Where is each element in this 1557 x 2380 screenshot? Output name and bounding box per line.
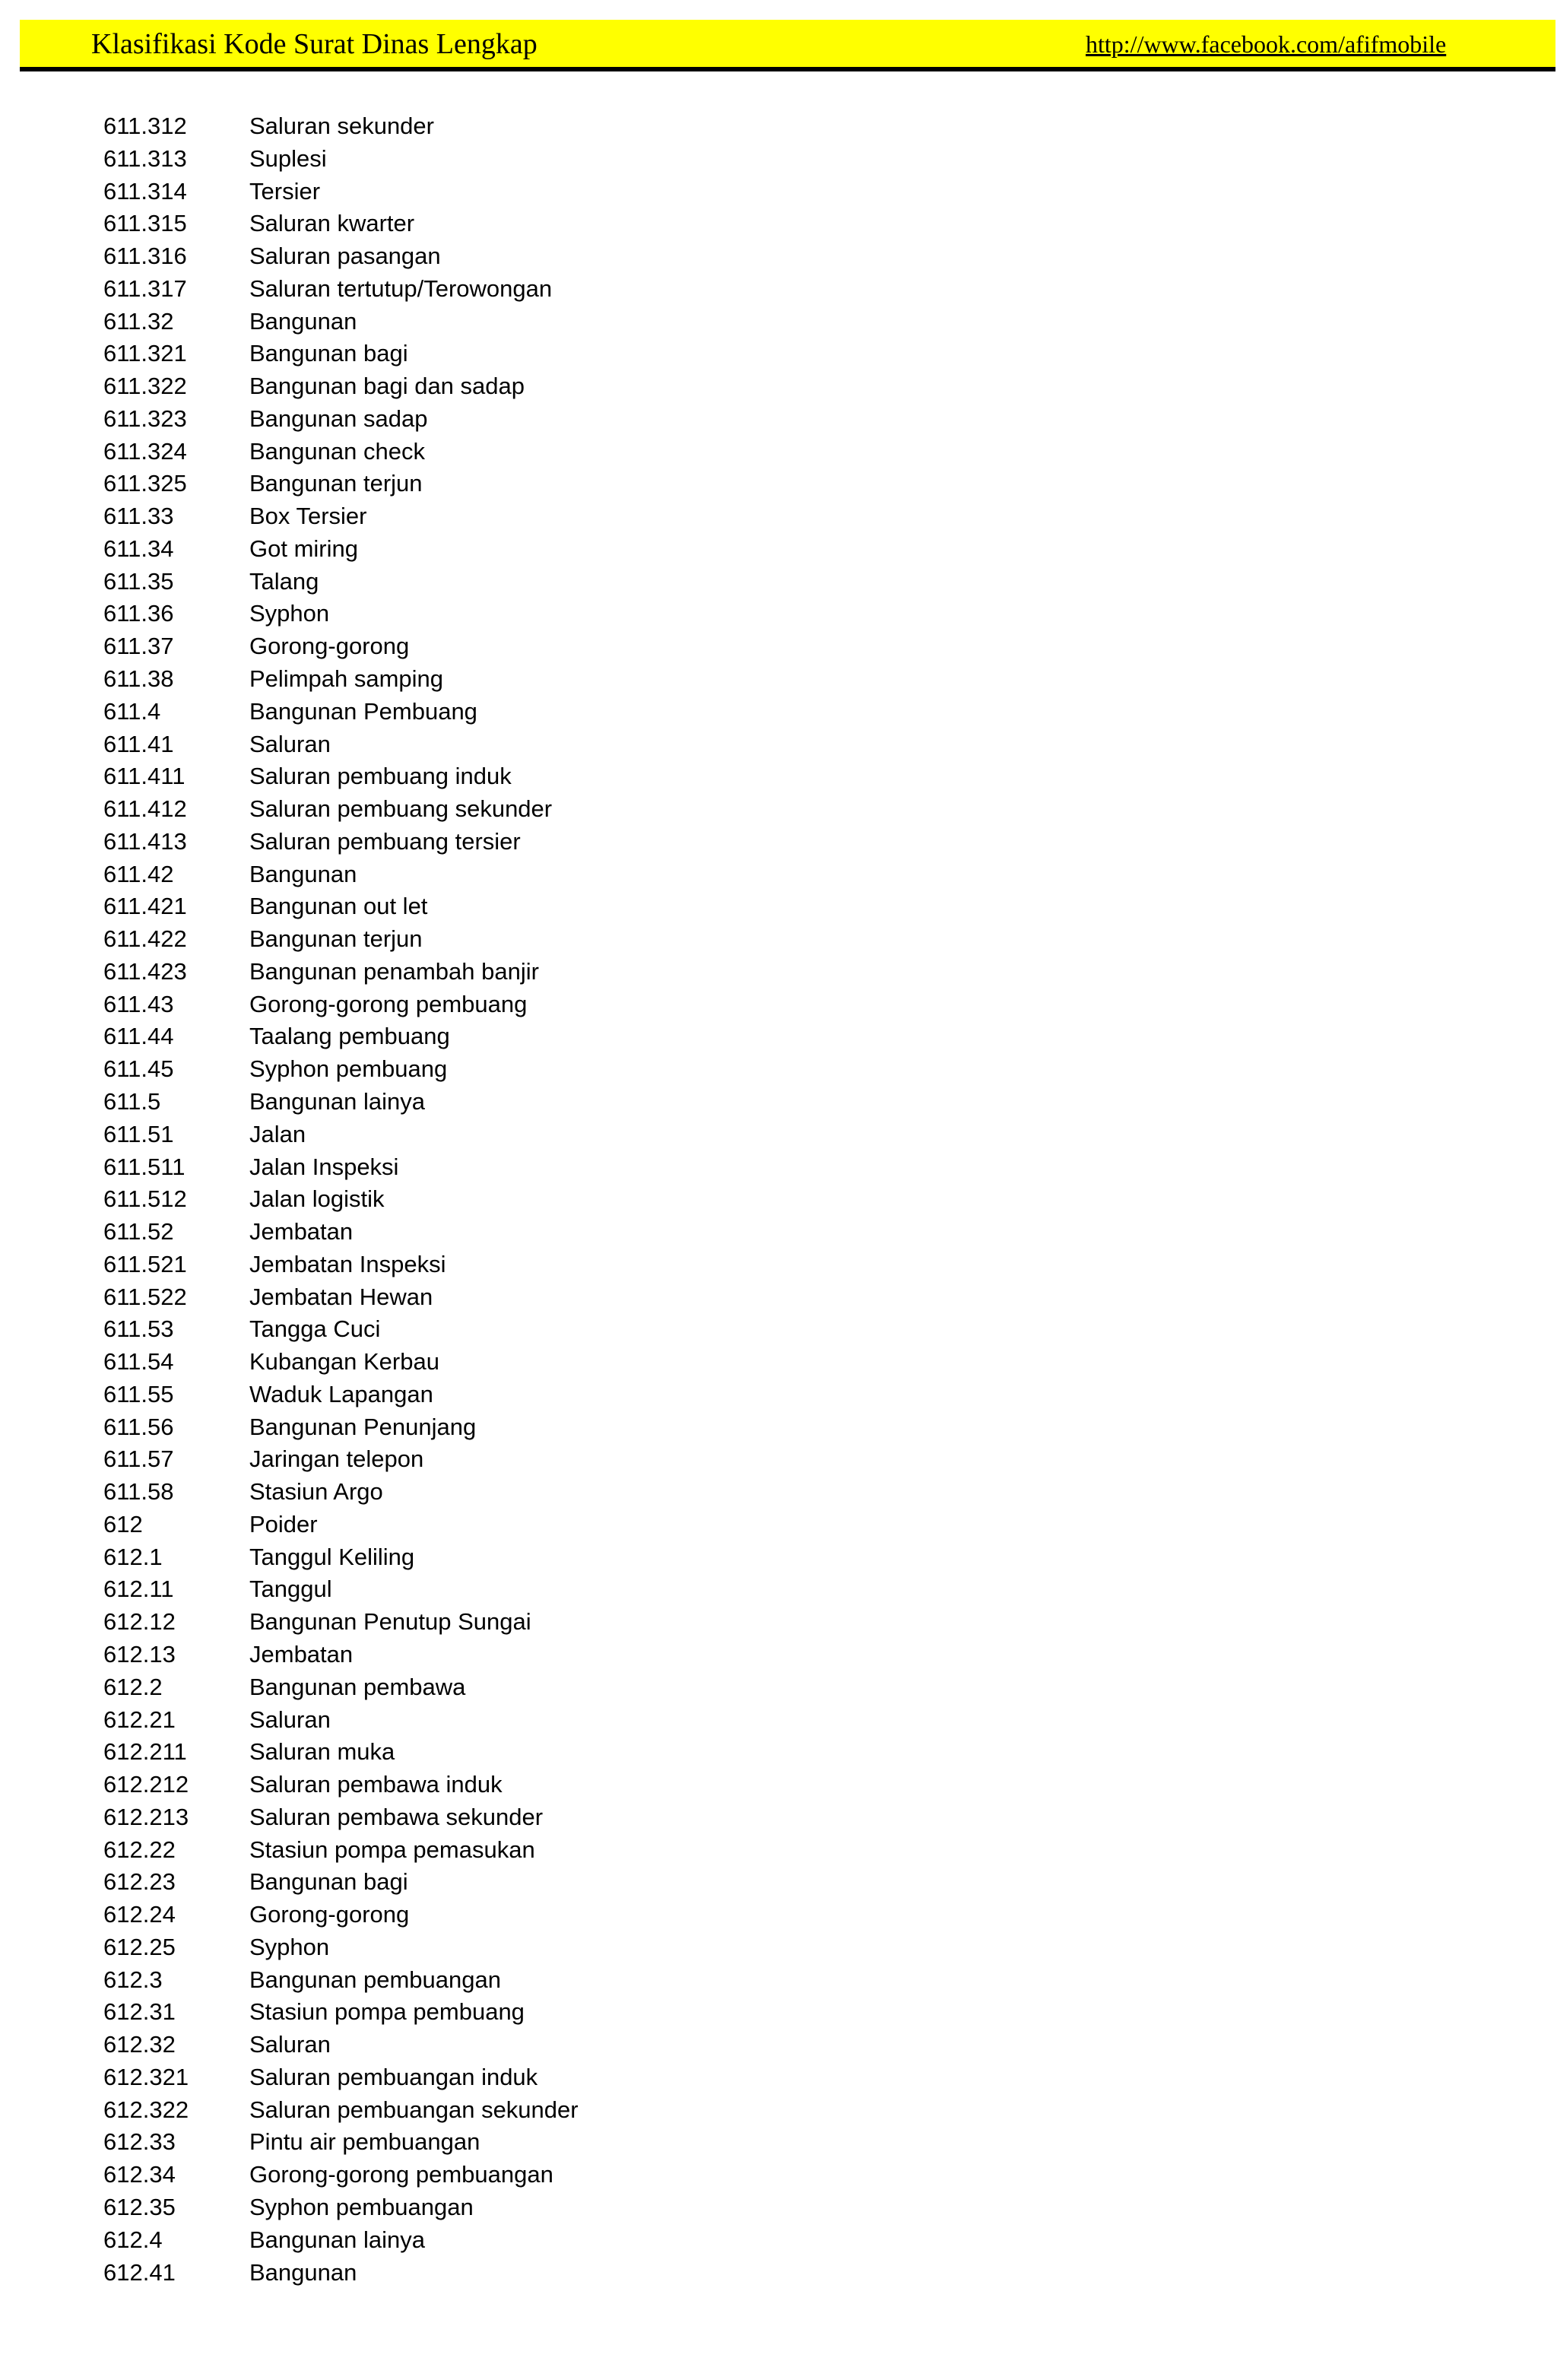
item-code: 612.33 bbox=[103, 2128, 176, 2156]
item-code: 611.313 bbox=[103, 144, 187, 172]
item-code: 611.412 bbox=[103, 795, 187, 823]
list-item bbox=[0, 1509, 1557, 1541]
item-code: 611.511 bbox=[103, 1153, 186, 1180]
list-item bbox=[0, 1020, 1557, 1053]
item-code: 611.57 bbox=[103, 1445, 174, 1473]
item-description: Waduk Lapangan bbox=[249, 1380, 433, 1407]
item-code: 612.212 bbox=[103, 1771, 189, 1798]
item-code: 611.43 bbox=[103, 990, 174, 1017]
list-item bbox=[0, 1346, 1557, 1379]
item-description: Poider bbox=[249, 1510, 318, 1537]
item-description: Saluran pembuangan induk bbox=[249, 2063, 538, 2090]
item-description: Saluran kwarter bbox=[249, 210, 415, 237]
item-description: Jalan Inspeksi bbox=[249, 1153, 399, 1180]
item-code: 612.4 bbox=[103, 2226, 163, 2253]
item-description: Stasiun Argo bbox=[249, 1478, 383, 1506]
list-item bbox=[0, 988, 1557, 1021]
item-description: Bangunan Pembuang bbox=[249, 697, 477, 725]
item-description: Taalang pembuang bbox=[249, 1023, 450, 1050]
item-code: 611.45 bbox=[103, 1055, 174, 1083]
item-code: 611.413 bbox=[103, 827, 187, 855]
list-item bbox=[0, 890, 1557, 923]
item-code: 612.41 bbox=[103, 2258, 176, 2286]
list-item bbox=[0, 923, 1557, 956]
list-item bbox=[0, 2029, 1557, 2061]
item-code: 611.312 bbox=[103, 113, 187, 139]
list-item bbox=[0, 826, 1557, 858]
item-code: 611.33 bbox=[103, 503, 174, 530]
list-item bbox=[0, 2126, 1557, 2159]
list-item bbox=[0, 1769, 1557, 1801]
item-description: Bangunan terjun bbox=[249, 470, 423, 497]
item-code: 611.58 bbox=[103, 1478, 174, 1506]
list-item bbox=[0, 143, 1557, 176]
item-code: 612.12 bbox=[103, 1608, 176, 1636]
item-description: Saluran pembuang tersier bbox=[249, 827, 521, 855]
item-description: Bangunan bbox=[249, 307, 357, 335]
item-description: Gorong-gorong pembuangan bbox=[249, 2161, 553, 2188]
item-description: Saluran bbox=[249, 2031, 331, 2058]
item-description: Pelimpah samping bbox=[249, 665, 444, 693]
list-item bbox=[0, 110, 1557, 143]
list-item bbox=[0, 793, 1557, 826]
list-item bbox=[0, 663, 1557, 696]
item-code: 611.38 bbox=[103, 665, 174, 693]
item-description: Saluran muka bbox=[249, 1738, 395, 1766]
classification-list bbox=[0, 110, 1557, 2289]
item-code: 611.325 bbox=[103, 470, 187, 497]
list-item bbox=[0, 1866, 1557, 1899]
item-description: Syphon pembuang bbox=[249, 1055, 448, 1083]
item-code: 612.3 bbox=[103, 1966, 163, 1993]
list-item bbox=[0, 1183, 1557, 1216]
item-code: 612.24 bbox=[103, 1901, 176, 1928]
list-item bbox=[0, 1541, 1557, 1574]
item-code: 612.211 bbox=[103, 1738, 187, 1766]
list-item bbox=[0, 1476, 1557, 1509]
list-item bbox=[0, 2061, 1557, 2094]
list-item bbox=[0, 1964, 1557, 1997]
item-description: Gorong-gorong pembuang bbox=[249, 990, 528, 1017]
list-item bbox=[0, 2159, 1557, 2191]
item-code: 611.41 bbox=[103, 730, 174, 757]
item-description: Saluran bbox=[249, 730, 331, 757]
list-item bbox=[0, 2094, 1557, 2127]
item-description: Stasiun pompa pembuang bbox=[249, 1998, 525, 2026]
item-description: Bangunan terjun bbox=[249, 925, 423, 953]
item-code: 611.52 bbox=[103, 1218, 174, 1246]
list-item bbox=[0, 1379, 1557, 1411]
list-item bbox=[0, 240, 1557, 273]
item-code: 612.34 bbox=[103, 2161, 176, 2188]
list-item bbox=[0, 1704, 1557, 1737]
page-title: Klasifikasi Kode Surat Dinas Lengkap bbox=[91, 28, 537, 60]
item-description: Bangunan pembawa bbox=[249, 1673, 466, 1700]
item-code: 611.322 bbox=[103, 373, 187, 400]
list-item bbox=[0, 436, 1557, 468]
item-code: 612.23 bbox=[103, 1868, 176, 1896]
item-code: 612.213 bbox=[103, 1803, 189, 1830]
item-code: 611.32 bbox=[103, 307, 174, 335]
list-item bbox=[0, 1801, 1557, 1834]
item-description: Bangunan bagi dan sadap bbox=[249, 373, 525, 400]
item-description: Tangga Cuci bbox=[249, 1315, 381, 1343]
list-item bbox=[0, 370, 1557, 403]
list-item bbox=[0, 1313, 1557, 1346]
facebook-link[interactable]: http://www.facebook.com/afifmobile bbox=[1086, 30, 1447, 58]
item-code: 611.36 bbox=[103, 600, 174, 627]
item-code: 611.323 bbox=[103, 405, 187, 432]
item-description: Jalan logistik bbox=[249, 1185, 385, 1213]
item-description: Syphon bbox=[249, 600, 330, 627]
item-description: Bangunan pembuangan bbox=[249, 1966, 501, 1993]
item-code: 612 bbox=[103, 1510, 143, 1537]
item-description: Bangunan sadap bbox=[249, 405, 428, 432]
list-item bbox=[0, 760, 1557, 793]
item-description: Saluran pembawa sekunder bbox=[249, 1803, 544, 1830]
list-item bbox=[0, 2224, 1557, 2257]
item-code: 611.317 bbox=[103, 274, 187, 302]
item-code: 611.53 bbox=[103, 1315, 174, 1343]
item-code: 611.422 bbox=[103, 925, 187, 953]
item-description: Suplesi bbox=[249, 144, 327, 172]
list-item bbox=[0, 1671, 1557, 1704]
item-code: 612.11 bbox=[103, 1576, 174, 1603]
list-item bbox=[0, 1573, 1557, 1606]
item-code: 612.2 bbox=[103, 1673, 163, 1700]
item-code: 612.35 bbox=[103, 2194, 176, 2220]
item-description: Jembatan bbox=[249, 1640, 354, 1668]
item-description: Saluran pembuang sekunder bbox=[249, 795, 553, 823]
list-item bbox=[0, 858, 1557, 891]
item-description: Saluran bbox=[249, 1706, 331, 1733]
list-item bbox=[0, 1281, 1557, 1314]
list-item bbox=[0, 208, 1557, 240]
item-code: 611.411 bbox=[103, 763, 186, 790]
item-description: Saluran pembuang induk bbox=[249, 763, 512, 790]
item-description: Box Tersier bbox=[249, 503, 367, 530]
list-item bbox=[0, 1119, 1557, 1151]
item-code: 611.42 bbox=[103, 860, 174, 887]
item-code: 611.51 bbox=[103, 1120, 174, 1147]
item-description: Talang bbox=[249, 567, 319, 595]
item-description: Kubangan Kerbau bbox=[249, 1348, 439, 1376]
item-description: Saluran pembuangan sekunder bbox=[249, 2096, 579, 2123]
item-description: Pintu air pembuangan bbox=[249, 2128, 480, 2156]
item-description: Bangunan bagi bbox=[249, 1868, 408, 1896]
item-code: 611.34 bbox=[103, 535, 174, 562]
item-description: Saluran pembawa induk bbox=[249, 1771, 503, 1798]
item-description: Jembatan bbox=[249, 1218, 354, 1246]
item-code: 611.315 bbox=[103, 210, 187, 237]
item-code: 611.37 bbox=[103, 633, 174, 660]
header-bar bbox=[20, 20, 1555, 71]
item-description: Got miring bbox=[249, 535, 358, 562]
item-description: Bangunan lainya bbox=[249, 2226, 425, 2253]
item-code: 612.31 bbox=[103, 1998, 176, 2026]
list-item bbox=[0, 1053, 1557, 1086]
item-code: 611.321 bbox=[103, 340, 187, 367]
item-description: Gorong-gorong bbox=[249, 1901, 410, 1928]
list-item bbox=[0, 306, 1557, 338]
item-description: Jalan bbox=[249, 1120, 306, 1147]
item-description: Saluran tertutup/Terowongan bbox=[249, 274, 553, 302]
item-description: Tanggul bbox=[249, 1576, 332, 1603]
item-description: Jembatan Inspeksi bbox=[249, 1250, 446, 1277]
list-item bbox=[0, 468, 1557, 500]
item-code: 612.1 bbox=[103, 1543, 163, 1570]
list-item bbox=[0, 1151, 1557, 1184]
item-description: Tersier bbox=[249, 177, 321, 205]
item-code: 611.35 bbox=[103, 567, 174, 595]
item-code: 612.32 bbox=[103, 2031, 176, 2058]
list-item bbox=[0, 1736, 1557, 1769]
list-item bbox=[0, 1086, 1557, 1119]
item-code: 612.321 bbox=[103, 2063, 189, 2090]
item-description: Bangunan out let bbox=[249, 893, 428, 920]
item-description: Stasiun pompa pemasukan bbox=[249, 1836, 535, 1863]
list-item bbox=[0, 273, 1557, 306]
list-item bbox=[0, 1216, 1557, 1249]
item-code: 611.314 bbox=[103, 177, 187, 205]
item-description: Bangunan bbox=[249, 860, 357, 887]
item-code: 611.423 bbox=[103, 957, 187, 985]
item-description: Jaringan telepon bbox=[249, 1445, 424, 1473]
list-item bbox=[0, 630, 1557, 663]
list-item bbox=[0, 1443, 1557, 1476]
item-description: Tanggul Keliling bbox=[249, 1543, 415, 1570]
list-item bbox=[0, 1606, 1557, 1639]
list-item bbox=[0, 728, 1557, 761]
item-code: 611.4 bbox=[103, 697, 161, 725]
item-code: 611.522 bbox=[103, 1283, 187, 1310]
item-code: 611.56 bbox=[103, 1413, 174, 1440]
item-code: 612.22 bbox=[103, 1836, 176, 1863]
item-description: Bangunan Penunjang bbox=[249, 1413, 477, 1440]
item-description: Bangunan bbox=[249, 2258, 357, 2286]
list-item bbox=[0, 1411, 1557, 1444]
list-item bbox=[0, 500, 1557, 533]
list-item bbox=[0, 598, 1557, 630]
item-code: 611.5 bbox=[103, 1087, 161, 1115]
item-description: Bangunan lainya bbox=[249, 1087, 425, 1115]
list-item bbox=[0, 1249, 1557, 1281]
item-code: 611.512 bbox=[103, 1185, 187, 1213]
item-description: Bangunan check bbox=[249, 437, 425, 465]
item-description: Syphon bbox=[249, 1933, 330, 1960]
list-item bbox=[0, 566, 1557, 598]
list-item bbox=[0, 1834, 1557, 1867]
item-description: Jembatan Hewan bbox=[249, 1283, 433, 1310]
list-item bbox=[0, 696, 1557, 728]
item-code: 611.316 bbox=[103, 243, 187, 270]
item-description: Gorong-gorong bbox=[249, 633, 410, 660]
item-description: Bangunan bagi bbox=[249, 340, 408, 367]
list-item bbox=[0, 338, 1557, 370]
list-item bbox=[0, 1931, 1557, 1964]
item-code: 611.324 bbox=[103, 437, 187, 465]
list-item bbox=[0, 1639, 1557, 1671]
item-description: Saluran sekunder bbox=[249, 113, 434, 139]
list-item bbox=[0, 2191, 1557, 2224]
item-description: Bangunan penambah banjir bbox=[249, 957, 539, 985]
list-item bbox=[0, 403, 1557, 436]
item-description: Saluran pasangan bbox=[249, 243, 441, 270]
list-item bbox=[0, 176, 1557, 208]
item-code: 611.421 bbox=[103, 893, 187, 920]
item-code: 612.21 bbox=[103, 1706, 176, 1733]
list-item bbox=[0, 956, 1557, 988]
list-item bbox=[0, 533, 1557, 566]
item-description: Bangunan Penutup Sungai bbox=[249, 1608, 531, 1636]
item-code: 611.54 bbox=[103, 1348, 174, 1376]
item-code: 612.322 bbox=[103, 2096, 189, 2123]
item-code: 611.521 bbox=[103, 1250, 187, 1277]
list-item bbox=[0, 1899, 1557, 1931]
item-code: 612.25 bbox=[103, 1933, 176, 1960]
item-code: 611.44 bbox=[103, 1023, 174, 1050]
item-code: 612.13 bbox=[103, 1640, 176, 1668]
item-description: Syphon pembuangan bbox=[249, 2194, 474, 2220]
list-item bbox=[0, 2257, 1557, 2290]
list-item bbox=[0, 1996, 1557, 2029]
item-code: 611.55 bbox=[103, 1380, 174, 1407]
